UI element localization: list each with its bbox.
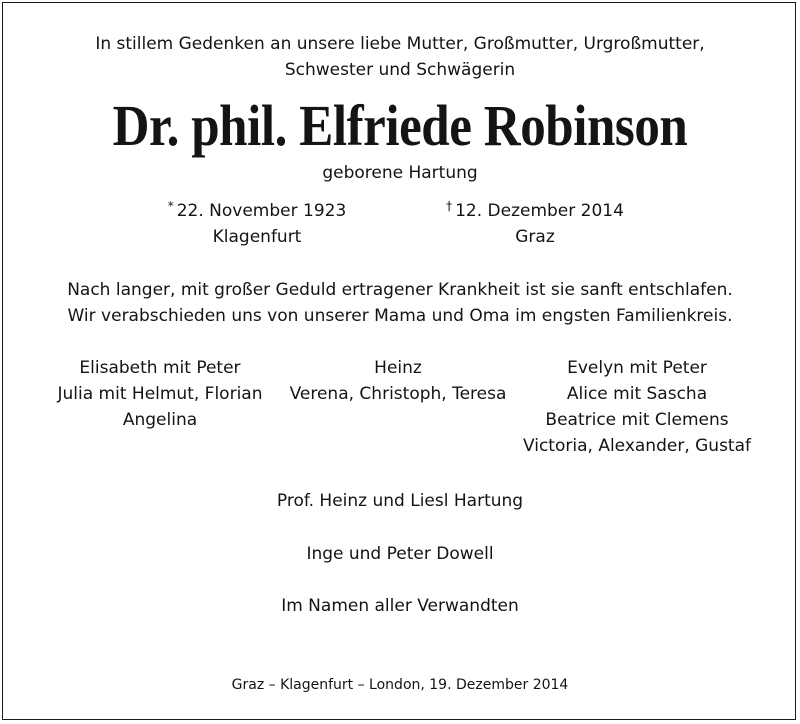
- birth-name: geborene Hartung: [322, 163, 478, 183]
- deceased-name: Dr. phil. Elfriede Robinson: [112, 93, 688, 158]
- message-line-2: Wir verabschieden uns von unserer Mama und Oma im engsten Familienkreis.: [67, 306, 733, 326]
- intro-line-2: Schwester und Schwägerin: [284, 60, 516, 80]
- relative-line-1: Prof. Heinz und Liesl Hartung: [276, 491, 524, 511]
- birth-date: 22. November 1923: [176, 201, 347, 221]
- death-date: 12. Dezember 2014: [455, 201, 624, 221]
- family-col3-line4: Victoria, Alexander, Gustaf: [522, 436, 751, 456]
- death-symbol: †: [446, 199, 453, 213]
- intro-line-1: In stillem Gedenken an unsere liebe Mutter, Großmutter, Urgroßmutter,: [95, 34, 705, 54]
- family-col3-line1: Evelyn mit Peter: [567, 358, 707, 378]
- family-col1-line2: Julia mit Helmut, Florian: [57, 384, 263, 404]
- birth-place: Klagenfurt: [212, 227, 302, 247]
- birth-symbol: *: [167, 199, 174, 213]
- death-place: Graz: [515, 227, 555, 247]
- family-col2-line1: Heinz: [374, 358, 422, 378]
- family-col2-line2: Verena, Christoph, Teresa: [289, 384, 507, 404]
- message-line-1: Nach langer, mit großer Geduld ertragener Krankheit ist sie sanft entschlafen.: [67, 280, 733, 300]
- relative-line-2: Inge und Peter Dowell: [306, 544, 494, 564]
- footer-place-date: Graz – Klagenfurt – London, 19. Dezember 2014: [231, 677, 569, 693]
- relative-line-3: Im Namen aller Verwandten: [281, 596, 519, 616]
- death-date-line: [435, 200, 635, 223]
- family-col1-line1: Elisabeth mit Peter: [79, 358, 241, 378]
- family-col3-line2: Alice mit Sascha: [566, 384, 708, 404]
- birth-date-line: [157, 200, 357, 223]
- family-col1-line3: Angelina: [122, 410, 198, 430]
- family-col3-line3: Beatrice mit Clemens: [545, 410, 729, 430]
